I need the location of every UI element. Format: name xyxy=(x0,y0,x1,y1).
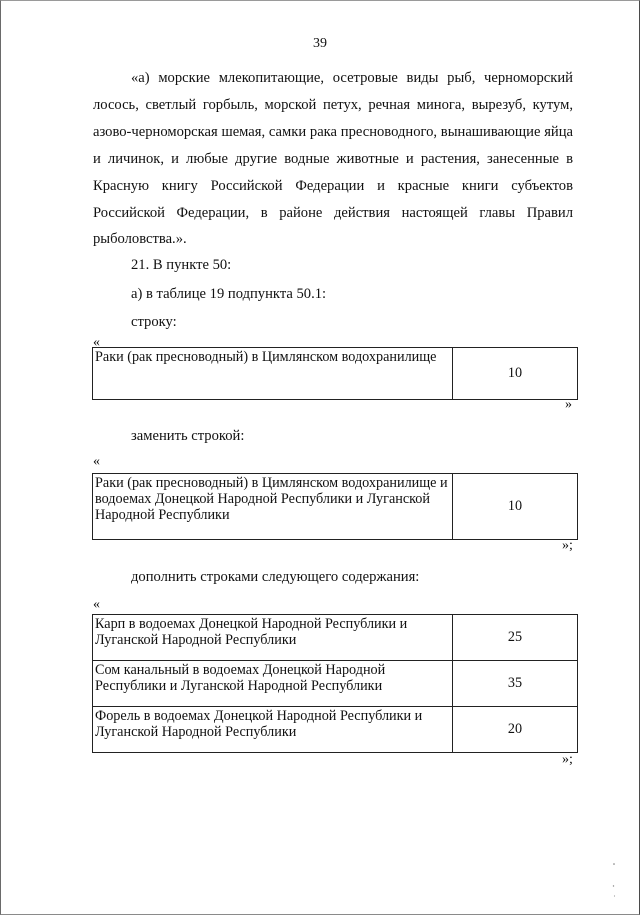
old-row-table xyxy=(92,347,578,400)
species-cell: Форель в водоемах Донецкой Народной Республики и Луганской Народной Республики xyxy=(93,707,453,753)
new-row-table xyxy=(92,473,578,540)
intro-paragraph: «а) морские млекопитающие, осетровые виды рыб, черноморский лосось, светлый горбыль, морской петух, речная минога, вырезуб, кутум, азово-черноморская шемая, самки рака пресноводного, вынашивающие яйца и личинок, и любые другие водные животные и растения, занесенные в Красную книгу Российской Федерации и красные книги субъектов Российской Федерации, в районе действия настоящей главы Правил рыболовства.». xyxy=(93,70,573,248)
value-cell: 10 xyxy=(453,348,578,400)
page-number: 39 xyxy=(313,36,327,51)
value-cell: 25 xyxy=(453,615,578,661)
value-cell: 20 xyxy=(453,707,578,753)
table-row xyxy=(93,348,578,400)
table-row xyxy=(93,661,578,707)
species-cell: Раки (рак пресноводный) в Цимлянском водохранилище xyxy=(93,348,453,400)
species-cell: Сом канальный в водоемах Донецкой Народной Республики и Луганской Народной Республики xyxy=(93,661,453,707)
value-cell: 35 xyxy=(453,661,578,707)
open-quote-3: « xyxy=(93,597,100,612)
subitem-a: а) в таблице 19 подпункта 50.1: xyxy=(131,286,327,302)
open-quote-2: « xyxy=(93,454,100,469)
close-quote-3: »; xyxy=(562,752,573,767)
table-row xyxy=(93,615,578,661)
scan-specks xyxy=(612,860,616,900)
row-label: строку: xyxy=(131,314,177,330)
table-row xyxy=(93,474,578,540)
close-quote-2: »; xyxy=(562,538,573,553)
add-text: дополнить строками следующего содержания: xyxy=(131,569,420,585)
added-rows-table xyxy=(92,614,578,753)
item-21: 21. В пункте 50: xyxy=(131,257,232,273)
species-cell: Карп в водоемах Донецкой Народной Республики и Луганской Народной Республики xyxy=(93,615,453,661)
table-row xyxy=(93,707,578,753)
species-cell: Раки (рак пресноводный) в Цимлянском водохранилище и водоемах Донецкой Народной Республики и Луганской Народной Республики xyxy=(93,474,453,540)
value-cell: 10 xyxy=(453,474,578,540)
open-quote-1: « xyxy=(93,335,100,350)
replace-text: заменить строкой: xyxy=(131,428,245,444)
close-quote-1: » xyxy=(565,397,572,412)
